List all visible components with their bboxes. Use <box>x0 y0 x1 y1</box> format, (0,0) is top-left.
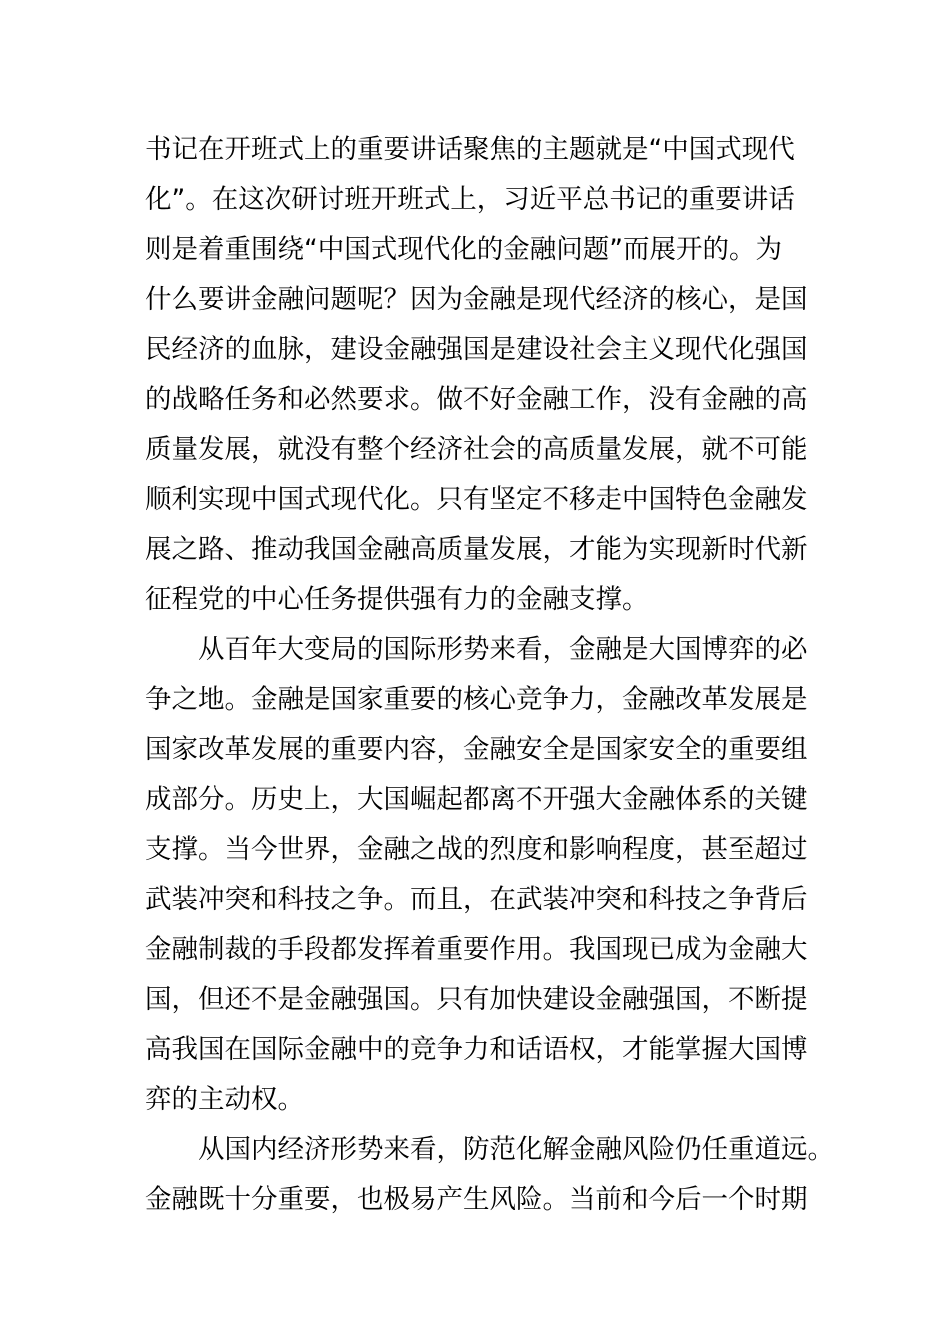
text-line: 国家改革发展的重要内容，金融安全是国家安全的重要组 <box>145 734 808 765</box>
text-line: 金融既十分重要，也极易产生风险。当前和今后一个时期 <box>145 1184 808 1215</box>
text-line: 民经济的血脉，建设金融强国是建设社会主义现代化强国 <box>145 334 808 365</box>
text-line: 顺利实现中国式现代化。只有坚定不移走中国特色金融发 <box>145 484 808 515</box>
text-line: 金融制裁的手段都发挥着重要作用。我国现已成为金融大 <box>145 934 808 965</box>
text-line: 支撑。当今世界，金融之战的烈度和影响程度，甚至超过 <box>145 834 808 865</box>
text-line: 的战略任务和必然要求。做不好金融工作，没有金融的高 <box>145 384 808 415</box>
text-line: 高我国在国际金融中的竞争力和话语权，才能掌握大国博 <box>145 1034 808 1065</box>
body-text <box>145 125 834 1225</box>
text-line: 什么要讲金融问题呢？因为金融是现代经济的核心，是国 <box>145 284 808 315</box>
text-line: 弈的主动权。 <box>145 1084 304 1115</box>
text-line: 化”。在这次研讨班开班式上，习近平总书记的重要讲话 <box>145 184 795 215</box>
text-line: 国，但还不是金融强国。只有加快建设金融强国，不断提 <box>145 984 808 1015</box>
text-line: 争之地。金融是国家重要的核心竞争力，金融改革发展是 <box>145 684 808 715</box>
text-line: 武装冲突和科技之争。而且，在武装冲突和科技之争背后 <box>145 884 808 915</box>
text-line: 征程党的中心任务提供强有力的金融支撑。 <box>145 584 649 615</box>
text-line: 成部分。历史上，大国崛起都离不开强大金融体系的关键 <box>145 784 808 815</box>
text-line: 则是着重围绕“中国式现代化的金融问题”而展开的。为 <box>145 234 782 265</box>
text-line: 书记在开班式上的重要讲话聚焦的主题就是“中国式现代 <box>145 134 795 165</box>
paragraph-first-line: 从百年大变局的国际形势来看，金融是大国博弈的必 <box>198 634 808 665</box>
text-line: 展之路、推动我国金融高质量发展，才能为实现新时代新 <box>145 534 808 565</box>
text-line: 质量发展，就没有整个经济社会的高质量发展，就不可能 <box>145 434 808 465</box>
paragraph-first-line: 从国内经济形势来看，防范化解金融风险仍任重道远。 <box>198 1134 834 1165</box>
